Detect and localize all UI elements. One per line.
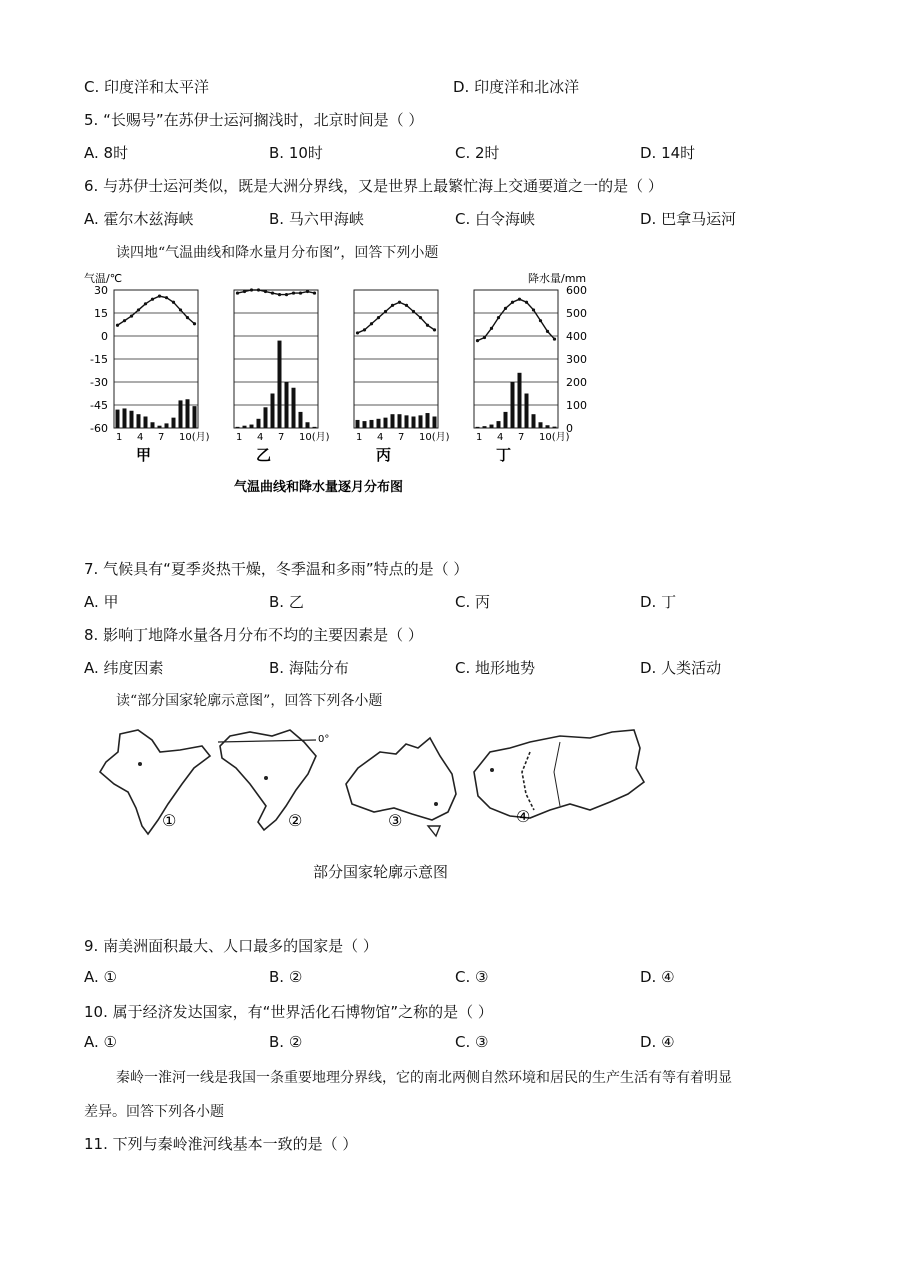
precip-bar [553, 427, 557, 428]
precip-bar [398, 414, 402, 428]
temperature-point [116, 324, 119, 327]
q9-option-a: A. ① [84, 968, 117, 986]
temp-tick-label: -30 [90, 376, 108, 389]
country-outline-india [100, 730, 210, 834]
q6-option-d: D. 巴拿马运河 [640, 210, 737, 228]
temperature-point [257, 288, 260, 291]
precip-bar [278, 341, 282, 428]
temperature-point [313, 291, 316, 294]
precip-bar [356, 420, 360, 428]
precip-tick-label: 600 [566, 284, 587, 297]
precip-tick-label: 100 [566, 399, 587, 412]
temperature-line [118, 296, 195, 325]
temperature-point [370, 322, 373, 325]
climate-chart [84, 268, 624, 500]
temperature-point [193, 322, 196, 325]
q5-option-d: D. 14时 [640, 144, 696, 162]
temperature-point [292, 291, 295, 294]
month-tick-label: 10(月) [419, 432, 450, 443]
precip-bar [285, 382, 289, 428]
precip-bar [250, 425, 254, 428]
q6-option-b: B. 马六甲海峡 [269, 210, 364, 228]
temperature-point [546, 330, 549, 333]
precip-bar [532, 414, 536, 428]
precip-bar [419, 415, 423, 428]
precip-bar [490, 425, 494, 428]
temperature-point [384, 310, 387, 313]
month-tick-label: 4 [377, 432, 384, 443]
temperature-point [271, 291, 274, 294]
question-6: 6. 与苏伊士运河类似，既是大洲分界线，又是世界上最繁忙海上交通要道之一的是（ ） [84, 177, 663, 195]
intro-qinling-line-1: 秦岭一淮河一线是我国一条重要地理分界线，它的南北两侧自然环境和居民的生产生活有等有着明显 [116, 1070, 732, 1086]
temperature-point [264, 290, 267, 293]
temperature-point [299, 291, 302, 294]
map-caption: 部分国家轮廓示意图 [313, 863, 449, 881]
climate-panel [474, 290, 570, 464]
precip-bar [391, 414, 395, 428]
temperature-point [497, 316, 500, 319]
precip-bar [271, 394, 275, 429]
precip-bar [306, 422, 310, 428]
q5-option-c: C. 2时 [455, 144, 500, 162]
precip-bar [539, 422, 543, 428]
temperature-point [144, 302, 147, 305]
temp-tick-label: 30 [94, 284, 108, 297]
option-d: D. 印度洋和北冰洋 [453, 78, 580, 96]
precip-bar [165, 423, 169, 428]
precip-bar [546, 425, 550, 428]
temperature-point [426, 324, 429, 327]
precip-bar [363, 421, 367, 428]
q7-option-d: D. 丁 [640, 593, 677, 611]
temperature-point [186, 316, 189, 319]
temp-tick-label: 15 [94, 307, 108, 320]
month-tick-label: 1 [236, 432, 243, 443]
temperature-point [553, 337, 556, 340]
month-tick-label: 7 [278, 432, 285, 443]
precip-bar [313, 427, 317, 428]
ural-dashes [522, 752, 534, 810]
q6-option-a: A. 霍尔木兹海峡 [84, 210, 194, 228]
temperature-point [363, 328, 366, 331]
precip-bar [426, 413, 430, 428]
precip-bar [476, 427, 480, 428]
chart-caption: 气温曲线和降水量逐月分布图 [234, 480, 404, 495]
q10-option-d: D. ④ [640, 1033, 675, 1051]
label-2: ② [288, 811, 303, 830]
temperature-point [236, 291, 239, 294]
precip-bar [144, 417, 148, 429]
temperature-point [412, 310, 415, 313]
temperature-point [532, 308, 535, 311]
precip-bar [497, 421, 501, 428]
q5-option-b: B. 10时 [269, 144, 323, 162]
precip-bar [179, 400, 183, 428]
question-11: 11. 下列与秦岭淮河线基本一致的是（ ） [84, 1135, 358, 1153]
climate-panel [114, 290, 210, 464]
temperature-line [478, 299, 555, 340]
precip-tick-label: 500 [566, 307, 587, 320]
q10-option-a: A. ① [84, 1033, 117, 1051]
precip-bar [504, 412, 508, 428]
panel-label: 丙 [376, 446, 392, 464]
precip-tick-label: 300 [566, 353, 587, 366]
question-7: 7. 气候具有“夏季炎热干燥，冬季温和多雨”特点的是（ ） [84, 560, 469, 578]
temperature-point [179, 308, 182, 311]
precip-bar [518, 373, 522, 428]
panel-label: 丁 [496, 446, 512, 464]
precip-bar [193, 406, 197, 428]
precip-bar [137, 414, 141, 428]
q10-option-b: B. ② [269, 1033, 303, 1051]
precip-bar [299, 412, 303, 428]
temperature-point [483, 336, 486, 339]
temperature-point [539, 319, 542, 322]
month-tick-label: 7 [398, 432, 405, 443]
temp-tick-label: 0 [101, 330, 108, 343]
q7-option-a: A. 甲 [84, 593, 119, 611]
temperature-point [398, 301, 401, 304]
precip-bar [483, 426, 487, 428]
temperature-point [243, 290, 246, 293]
climate-panel [354, 290, 450, 464]
yenisei-river [554, 742, 560, 806]
temperature-point [137, 308, 140, 311]
country-outline-map [90, 722, 650, 882]
temp-tick-label: -45 [90, 399, 108, 412]
temperature-line [358, 302, 435, 333]
month-tick-label: 1 [356, 432, 363, 443]
precip-bar [511, 382, 515, 428]
temp-tick-label: -60 [90, 422, 108, 435]
q8-option-b: B. 海陆分布 [269, 659, 349, 677]
panel-label: 甲 [136, 446, 152, 464]
precip-bar [370, 420, 374, 428]
month-tick-label: 4 [497, 432, 504, 443]
q9-option-d: D. ④ [640, 968, 675, 986]
question-9: 9. 南美洲面积最大、人口最多的国家是（ ） [84, 937, 378, 955]
q9-option-c: C. ③ [455, 968, 489, 986]
precip-bar [292, 388, 296, 428]
option-c: C. 印度洋和太平洋 [84, 78, 210, 96]
precip-bar [264, 407, 268, 428]
temperature-point [476, 339, 479, 342]
temperature-point [433, 328, 436, 331]
precip-bar [172, 418, 176, 428]
precip-bar [236, 427, 240, 428]
q10-option-c: C. ③ [455, 1033, 489, 1051]
panel-label: 乙 [256, 446, 272, 464]
temperature-point [165, 296, 168, 299]
precip-bar [158, 426, 162, 428]
question-5: 5. “长赐号”在苏伊士运河搁浅时，北京时间是（ ） [84, 111, 424, 129]
equator-label: 0° [318, 734, 330, 745]
month-tick-label: 10(月) [179, 432, 210, 443]
q7-option-c: C. 丙 [455, 593, 491, 611]
precip-axis-title: 降水量/mm [528, 272, 587, 285]
precip-bar [412, 417, 416, 429]
question-8: 8. 影响丁地降水量各月分布不均的主要因素是（ ） [84, 626, 423, 644]
temp-tick-label: -15 [90, 353, 108, 366]
label-1: ① [162, 811, 177, 830]
intro-qinling-line-2: 差异。回答下列各小题 [84, 1104, 224, 1120]
temperature-point [285, 293, 288, 296]
precip-bar [243, 426, 247, 428]
precip-bar [384, 418, 388, 428]
temperature-point [172, 301, 175, 304]
climate-panel [234, 288, 330, 464]
temperature-point [490, 327, 493, 330]
month-tick-label: 4 [257, 432, 264, 443]
precip-tick-label: 0 [566, 422, 573, 435]
intro-climate: 读四地“气温曲线和降水量月分布图”，回答下列小题 [116, 245, 439, 261]
precip-bar [525, 394, 529, 429]
temperature-point [405, 304, 408, 307]
precip-bar [130, 411, 134, 428]
precip-bar [116, 410, 120, 428]
temperature-point [151, 298, 154, 301]
month-tick-label: 7 [518, 432, 525, 443]
precip-bar [377, 419, 381, 428]
temperature-line [238, 290, 315, 295]
question-10: 10. 属于经济发达国家，有“世界活化石博物馆”之称的是（ ） [84, 1003, 493, 1021]
q8-option-a: A. 纬度因素 [84, 659, 164, 677]
precip-bar [123, 408, 127, 428]
precip-bar [186, 399, 190, 428]
temperature-point [525, 301, 528, 304]
temperature-point [391, 304, 394, 307]
temperature-point [158, 295, 161, 298]
q8-option-c: C. 地形地势 [455, 659, 536, 677]
precip-bar [405, 415, 409, 428]
month-tick-label: 1 [476, 432, 483, 443]
temperature-point [377, 316, 380, 319]
precip-bar [151, 422, 155, 428]
country-outline-russia [474, 730, 644, 818]
precip-bar [257, 419, 261, 428]
label-3: ③ [388, 811, 403, 830]
temperature-point [306, 290, 309, 293]
precip-bar [433, 417, 437, 429]
precip-tick-label: 400 [566, 330, 587, 343]
q8-option-d: D. 人类活动 [640, 659, 722, 677]
temperature-point [511, 301, 514, 304]
temperature-point [504, 307, 507, 310]
month-tick-label: 10(月) [539, 432, 570, 443]
temperature-point [250, 288, 253, 291]
temp-axis-title: 气温/℃ [84, 272, 123, 285]
month-tick-label: 7 [158, 432, 165, 443]
q7-option-b: B. 乙 [269, 593, 304, 611]
temperature-point [123, 319, 126, 322]
temperature-point [278, 293, 281, 296]
month-tick-label: 4 [137, 432, 144, 443]
temperature-point [356, 331, 359, 334]
month-tick-label: 10(月) [299, 432, 330, 443]
q9-option-b: B. ② [269, 968, 303, 986]
q6-option-c: C. 白令海峡 [455, 210, 536, 228]
country-outline-australia [346, 738, 456, 820]
temperature-point [518, 298, 521, 301]
q5-option-a: A. 8时 [84, 144, 129, 162]
label-4: ④ [516, 807, 531, 826]
intro-countries: 读“部分国家轮廓示意图”，回答下列各小题 [116, 693, 383, 709]
temperature-point [419, 316, 422, 319]
temperature-point [130, 314, 133, 317]
month-tick-label: 1 [116, 432, 123, 443]
country-outline-tasmania [428, 826, 440, 836]
precip-tick-label: 200 [566, 376, 587, 389]
